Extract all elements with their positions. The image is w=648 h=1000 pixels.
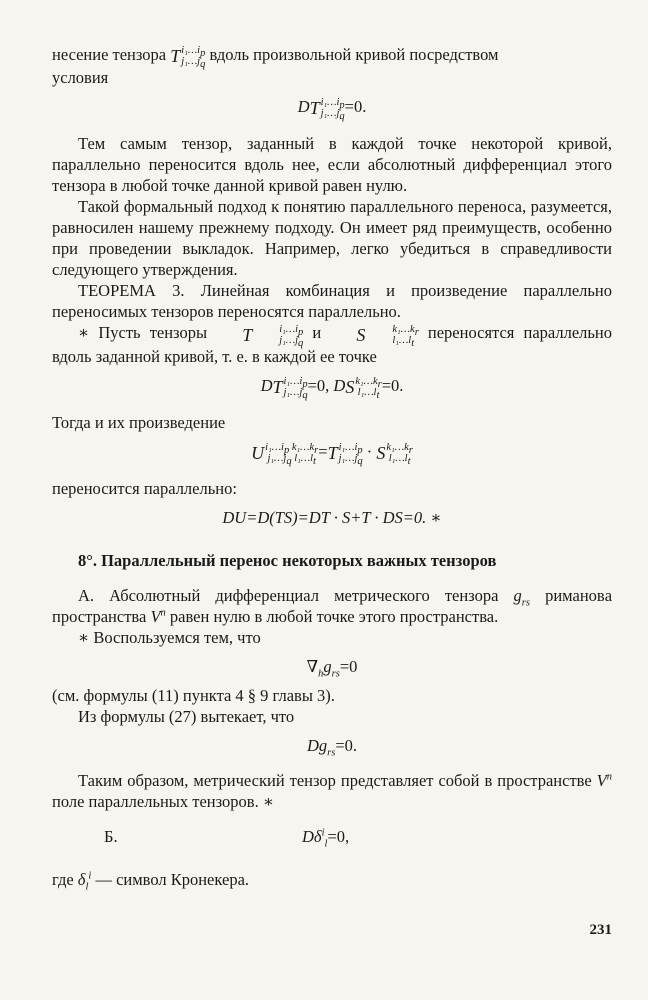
text-proof-transported: переносятся параллельно вдоль заданной кривой, т. е. в каждой ее точке — [52, 323, 612, 366]
text-intro-end: вдоль произвольной кривой посредством — [209, 45, 499, 64]
formula-dot: · — [366, 441, 373, 461]
paragraph-from-formula: Из формулы (27) вытекает, что — [78, 707, 295, 727]
text-A-mid: римановa пространства — [52, 586, 613, 627]
text-A-end: равен нулю в любой точке этого пространства. — [169, 607, 499, 627]
formula-product-U: U $i_1\dots i_p$ $k_1\dots k_r$ $j_1\dots j_q$ $l_1\dots l_t$ =T $i_1\dots i_p$ $j_1\dots j_q$ · S $k_1\dots k_r$ $l_1\dots l_t$ — [251, 441, 413, 468]
paragraph-kronecker: где $\delta_l^i$ — символ Кронекера. — [52, 870, 250, 893]
paragraph-use-fact: ∗ Воспользуемся тем, что — [78, 628, 261, 648]
tensor-S-inline: S $k_1\dots k_r$ $l_1\dots l_t$ — [356, 323, 419, 349]
paragraph-formal-approach: Такой формальный подход к понятию параллельного переноса, разумеется, равносилен нашему прежнему подходу. Он имеет ряд преимуществ, особенно при проведении выкладок. Например, легко убедиться в справедливости следующего утверждения. — [52, 197, 612, 280]
text-where: где — [52, 870, 74, 890]
paragraph-product: Тогда и их произведение — [52, 412, 226, 432]
paragraph-conclusion: Таким образом, метрический тензор представляет собой в пространстве $V^n$ поле параллельных тензоров. ∗ — [52, 771, 613, 812]
formula-rhs: =0. — [344, 97, 367, 117]
tensor-T-symbol: T $i_1\dots i_p$ $j_1\dots j_q$ — [170, 45, 206, 71]
formula-kronecker-rhs: =0, — [327, 827, 350, 847]
tensor-T-inline: T $i_1\dots i_p$ $j_1\dots j_q$ — [242, 323, 304, 349]
formula-nabla-rhs: =0 — [339, 657, 358, 677]
paragraph-see-formulas: (см. формулы (11) пункта 4 § 9 главы 3). — [52, 686, 335, 706]
formula-Dg: $Dg_{rs}=0$. — [306, 736, 358, 759]
paragraph-A: А. Абсолютный дифференциал метрического тензора $g_{rs}$ римановa пространства $V^n$ равен нулю в любой точке этого пространства. — [52, 586, 613, 627]
paragraph-proof-start — [52, 322, 612, 366]
line-intro — [52, 44, 612, 71]
formula-equals: = — [318, 441, 328, 461]
section-heading: 8°. Параллельный перенос некоторых важных тензоров — [78, 551, 497, 571]
paragraph-transported: переносится параллельно: — [52, 479, 237, 499]
text-proof-let: ∗ Пусть тензоры — [78, 323, 208, 343]
formula-kronecker: $D\delta^i_l=0$, — [302, 827, 350, 850]
text-conclusion-end: поле параллельных тензоров. ∗ — [52, 792, 275, 812]
label-B: Б. — [104, 827, 118, 847]
formula-DU: DU=D(TS)=DT · S+T · DS=0. ∗ — [222, 508, 442, 528]
formula-DT-zero: DT $i_1\dots i_p$ $j_1\dots j_q$ =0. — [297, 97, 367, 123]
page-number: 231 — [589, 922, 612, 938]
text-conclusion-start: Таким образом, метрический тензор представляет собой в пространстве — [78, 771, 592, 791]
formula-DT-DS-zero: DT $i_1\dots i_p$ $j_1\dots j_q$ =0, DS $k_1\dots k_r$ $l_1\dots l_t$ =0. — [260, 375, 404, 401]
line-B — [52, 826, 612, 850]
paragraph-definition: Тем самым тензор, заданный в каждой точке некоторой кривой, параллельно переносится вдоль нее, если абсолютный дифференциал этого тензора в любой точке данной кривой равен нулю. — [52, 134, 612, 196]
formula-nabla-g: $\nabla_hg_{rs}=0$ — [306, 657, 358, 680]
text-and: и — [312, 323, 322, 343]
formula-part-a: =0, — [307, 375, 330, 395]
text-intro-start: несение тензора — [52, 45, 167, 64]
formula-part-b: =0. — [381, 375, 404, 395]
text-A-start: А. Абсолютный дифференциал метрического тензора — [78, 586, 499, 606]
line-condition: условия — [52, 68, 109, 88]
text-kronecker-symbol: — символ Кронекера. — [95, 870, 250, 890]
paragraph-theorem-3: ТЕОРЕМА 3. Линейная комбинация и произведение параллельно переносимых тензоров переносятся параллельно. — [52, 281, 612, 322]
formula-Dg-rhs: =0. — [335, 736, 358, 756]
book-page — [52, 44, 613, 893]
